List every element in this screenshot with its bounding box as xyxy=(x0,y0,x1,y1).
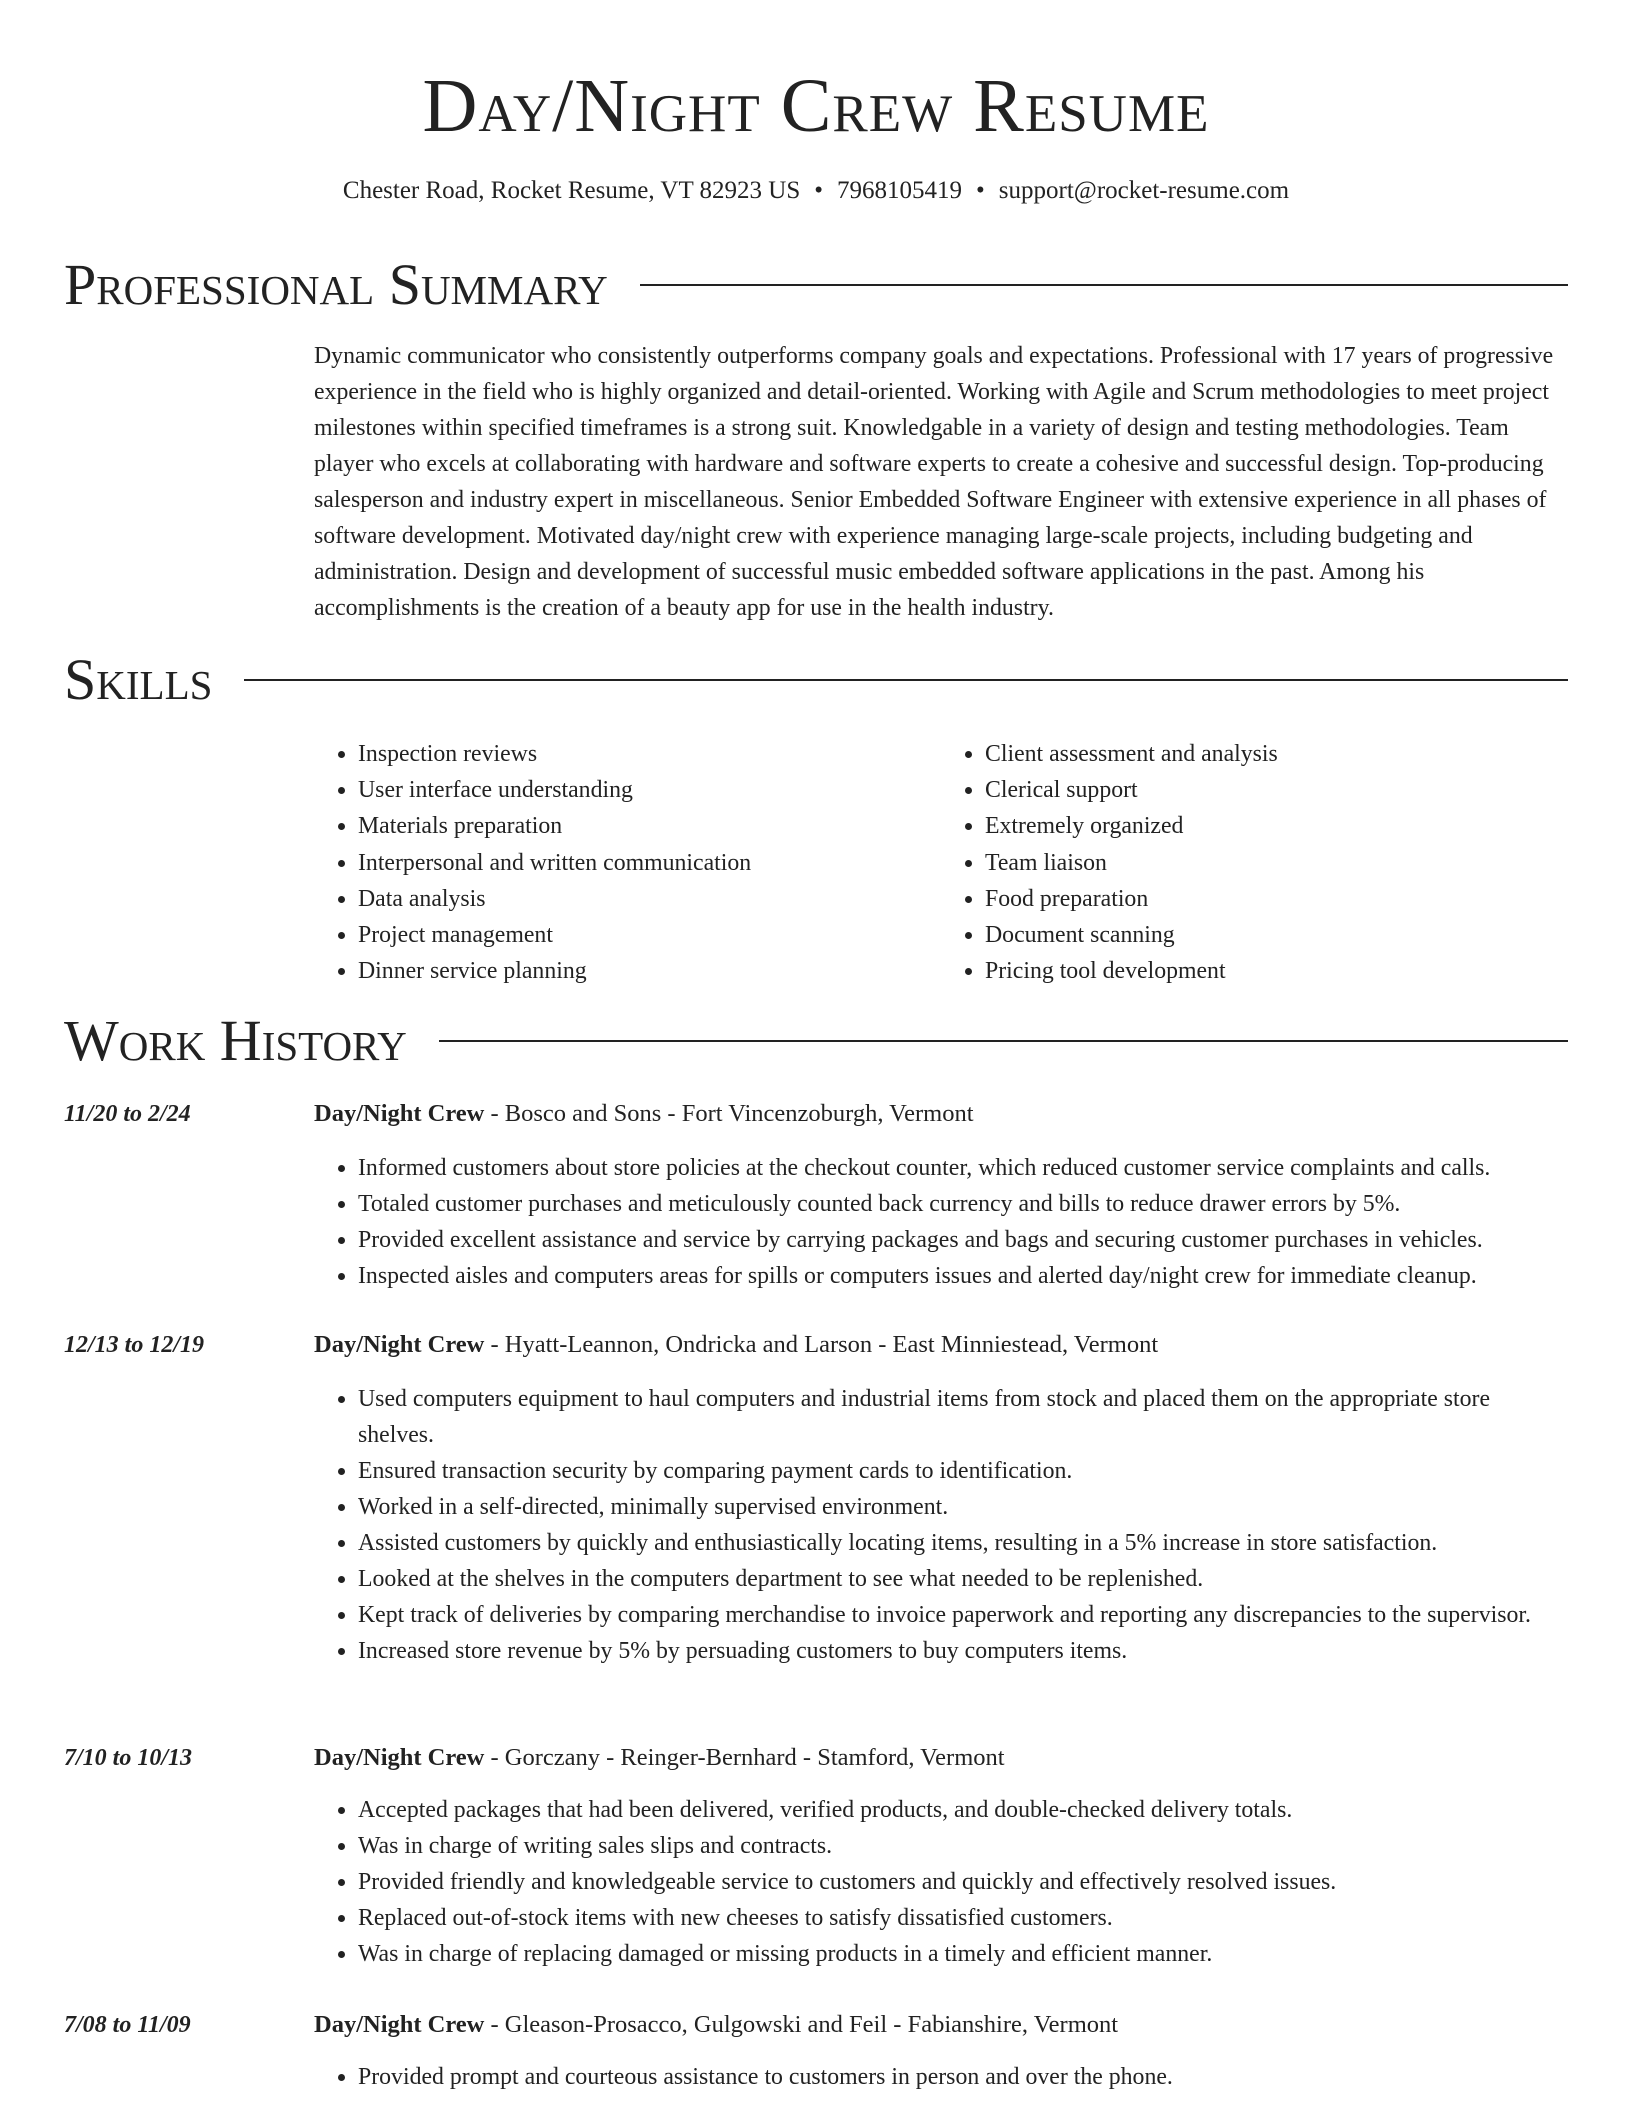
skill-item: • Client assessment and analysis xyxy=(985,736,1568,772)
job-heading xyxy=(314,2007,1118,2043)
job-bullet: • Used computers equipment to haul computers and industrial items from stock and placed them on the appropriate store shelves. xyxy=(358,1381,1568,1453)
job-bullet: • Worked in a self-directed, minimally supervised environment. xyxy=(358,1489,1568,1525)
job-employer: - Hyatt-Leannon, Ondricka and Larson - East Minniestead, Vermont xyxy=(484,1331,1159,1358)
section-divider xyxy=(640,284,1568,286)
job-title: Day/Night Crew xyxy=(314,2011,485,2038)
job-bullet: • Replaced out-of-stock items with new cheeses to satisfy dissatisfied customers. xyxy=(358,1900,1568,1936)
job-bullet: • Provided prompt and courteous assistance to customers in person and over the phone. xyxy=(358,2059,1568,2095)
job-bullet: • Assisted customers by quickly and enthusiastically locating items, resulting in a 5% increase in store satisfaction. xyxy=(358,1525,1568,1561)
work-heading: Work History xyxy=(64,1008,407,1073)
contact-phone: 7968105419 xyxy=(837,177,963,204)
skill-item: • Team liaison xyxy=(985,845,1568,881)
job-bullet: • Was in charge of replacing damaged or missing products in a timely and efficient manner. xyxy=(358,1936,1568,1972)
skills-section-header xyxy=(64,645,1568,715)
job-bullet: • Ensured transaction security by comparing payment cards to identification. xyxy=(358,1453,1568,1489)
job-heading xyxy=(314,1740,1005,1776)
work-section-header xyxy=(64,1006,1568,1076)
skill-item: • Extremely organized xyxy=(985,808,1568,844)
job-bullet: • Provided excellent assistance and service by carrying packages and bags and securing customer purchases in vehicles. xyxy=(358,1222,1568,1258)
job-employer: - Bosco and Sons - Fort Vincenzoburgh, Vermont xyxy=(484,1100,974,1127)
skill-item: • Clerical support xyxy=(985,772,1568,808)
job-bullet: • Inspected aisles and computers areas for spills or computers issues and alerted day/night crew for immediate cleanup. xyxy=(358,1258,1568,1294)
skill-item: • Document scanning xyxy=(985,917,1568,953)
skill-item: • Food preparation xyxy=(985,881,1568,917)
job-bullets xyxy=(314,1381,1568,1669)
skills-column-right xyxy=(941,736,1568,989)
contact-separator: • xyxy=(814,177,824,204)
job-bullets xyxy=(314,1150,1568,1294)
skills-heading: Skills xyxy=(64,647,213,712)
skill-item: • Project management xyxy=(358,917,941,953)
job-bullet: • Kept track of deliveries by comparing merchandise to invoice paperwork and reporting any discrepancies to the supervisor. xyxy=(358,1597,1568,1633)
skill-item: • Inspection reviews xyxy=(358,736,941,772)
job-bullet: • Accepted packages that had been delivered, verified products, and double-checked delivery totals. xyxy=(358,1792,1568,1828)
job-title: Day/Night Crew xyxy=(314,1331,485,1358)
job-bullet: • Provided friendly and knowledgeable service to customers and quickly and effectively resolved issues. xyxy=(358,1864,1568,1900)
job-bullets xyxy=(314,2059,1568,2095)
skill-item: • Data analysis xyxy=(358,881,941,917)
job-title: Day/Night Crew xyxy=(314,1100,485,1127)
contact-line xyxy=(0,174,1632,208)
skills-column-left xyxy=(314,736,941,989)
section-divider xyxy=(439,1040,1568,1042)
resume-title: Day/Night Crew Resume xyxy=(422,64,1210,148)
job-title: Day/Night Crew xyxy=(314,1744,485,1771)
skill-item: • Pricing tool development xyxy=(985,953,1568,989)
job-bullet: • Was in charge of writing sales slips and contracts. xyxy=(358,1828,1568,1864)
job-employer: - Gorczany - Reinger-Bernhard - Stamford, Vermont xyxy=(484,1744,1005,1771)
contact-email: support@rocket-resume.com xyxy=(998,177,1290,204)
job-heading xyxy=(314,1327,1158,1363)
job-dates: 7/08 to 11/09 xyxy=(64,2012,191,2038)
job-bullets xyxy=(314,1792,1568,1972)
job-dates: 7/10 to 10/13 xyxy=(64,1745,193,1771)
summary-section-header xyxy=(64,250,1568,320)
skill-item: • Dinner service planning xyxy=(358,953,941,989)
job-bullet: • Totaled customer purchases and meticulously counted back currency and bills to reduce drawer errors by 5%. xyxy=(358,1186,1568,1222)
contact-address: Chester Road, Rocket Resume, VT 82923 US xyxy=(342,177,801,204)
job-dates: 11/20 to 2/24 xyxy=(64,1101,191,1127)
job-bullet: • Informed customers about store policies at the checkout counter, which reduced customer service complaints and calls. xyxy=(358,1150,1568,1186)
summary-heading: Professional Summary xyxy=(64,252,608,317)
job-bullet: • Increased store revenue by 5% by persuading customers to buy computers items. xyxy=(358,1633,1568,1669)
skills-list xyxy=(314,736,1568,989)
job-heading xyxy=(314,1096,974,1132)
summary-text: Dynamic communicator who consistently outperforms company goals and expectations. Professional with 17 years of progressive experience in the field who is highly organized and detail-oriented. Working with Agile and Scrum methodologies to meet project milestones within specified timeframes is a strong suit. Knowledgable in a variety of design and testing methodologies. Team player who excels at collaborating with hardware and software experts to create a cohesive and successful design. Top-producing salesperson and industry expert in miscellaneous. Senior Embedded Software Engineer with extensive experience in all phases of software development. Motivated day/night crew with experience managing large-scale projects, including budgeting and administration. Design and development of successful music embedded software applications in the past. Among his accomplishments is the creation of a beauty app for use in the health industry. xyxy=(314,343,1554,621)
job-dates: 12/13 to 12/19 xyxy=(64,1332,205,1358)
job-bullet: • Looked at the shelves in the computers department to see what needed to be replenished. xyxy=(358,1561,1568,1597)
job-employer: - Gleason-Prosacco, Gulgowski and Feil - Fabianshire, Vermont xyxy=(484,2011,1119,2038)
skill-item: • Interpersonal and written communication xyxy=(358,845,941,881)
section-divider xyxy=(244,679,1568,681)
contact-separator: • xyxy=(976,177,985,204)
skill-item: • Materials preparation xyxy=(358,808,941,844)
skill-item: • User interface understanding xyxy=(358,772,941,808)
